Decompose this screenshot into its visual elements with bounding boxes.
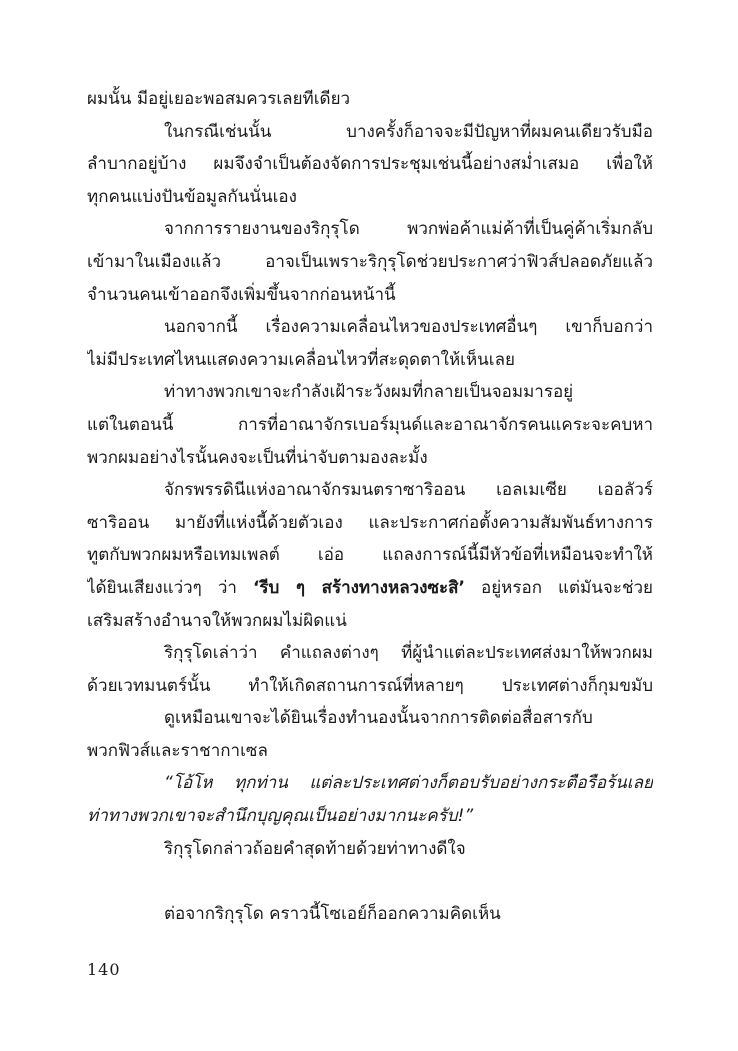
body-text	[87, 83, 653, 930]
dialogue-line: ท่าทางพวกเขาจะสำนึกบุญคุณเป็นอย่างมากนะครับ!”	[87, 806, 474, 827]
text-line: ทุกคนแบ่งปันข้อมูลกันนั่นเอง	[87, 186, 297, 207]
text-segment: ได้ยินเสียงแว่วๆ ว่า	[87, 577, 253, 598]
blank-line	[87, 865, 653, 898]
page-number: 140	[87, 960, 121, 979]
text-line-with-bold-phrase	[87, 572, 653, 605]
text-line: เสริมสร้างอำนาจให้พวกผมไม่ผิดแน่	[87, 610, 347, 631]
text-line: ผมนั้น มีอยู่เยอะพอสมควรเลยทีเดียว	[87, 89, 351, 109]
text-line: เข้ามาในเมืองแล้ว อาจเป็นเพราะริกุรุโดช่วยประกาศว่าฟิวส์ปลอดภัยแล้ว	[87, 251, 653, 272]
text-line: จากการรายงานของริกุรุโด พวกพ่อค้าแม่ค้าที่เป็นคู่ค้าเริ่มกลับ	[164, 219, 653, 240]
text-line: ไม่มีประเทศไหนแสดงความเคลื่อนไหวที่สะดุดตาให้เห็นเลย	[87, 349, 515, 370]
text-segment: อยู่หรอก แต่มันจะช่วย	[464, 577, 653, 598]
text-line: จำนวนคนเข้าออกจึงเพิ่มขึ้นจากก่อนหน้านี้	[87, 284, 396, 305]
text-line: พวกผมอย่างไรนั้นคงจะเป็นที่น่าจับตามองละมั้ง	[87, 447, 428, 468]
text-line: ดูเหมือนเขาจะได้ยินเรื่องทำนองนั้นจากการติดต่อสื่อสารกับ	[164, 708, 593, 729]
dialogue-line: “โอ้โห ทุกท่าน แต่ละประเทศต่างก็ตอบรับอย่างกระตือรือร้นเลย	[164, 773, 653, 794]
text-line: ลำบากอยู่บ้าง ผมจึงจำเป็นต้องจัดการประชุมเช่นนี้อย่างสม่ำเสมอ เพื่อให้	[87, 154, 653, 175]
text-line: ริกุรุโดเล่าว่า คำแถลงต่างๆ ที่ผู้นำแต่ละประเทศส่งมาให้พวกผม	[164, 643, 653, 664]
text-line: ริกุรุโดกล่าวถ้อยคำสุดท้ายด้วยท่าทางดีใจ	[164, 838, 466, 859]
bold-phrase: ‘รีบ ๆ สร้างทางหลวงซะสิ’	[252, 577, 465, 598]
text-line: ทูตกับพวกผมหรือเทมเพลต์ เอ่อ แถลงการณ์นี้มีหัวข้อที่เหมือนจะทำให้	[87, 545, 653, 566]
text-line: จักรพรรดินีแห่งอาณาจักรมนตราซาริออน เอลเมเซีย เออลัวร์	[164, 480, 653, 501]
text-line: นอกจากนี้ เรื่องความเคลื่อนไหวของประเทศอื่นๆ เขาก็บอกว่า	[164, 317, 653, 338]
text-line: ซาริออน มายังที่แห่งนี้ด้วยตัวเอง และประกาศก่อตั้งความสัมพันธ์ทางการ	[87, 512, 653, 533]
text-line: ต่อจากริกุรุโด คราวนี้โซเอย์ก็ออกความคิดเห็น	[164, 903, 501, 924]
text-line: ในกรณีเช่นนั้น บางครั้งก็อาจจะมีปัญหาที่ผมคนเดียวรับมือ	[164, 121, 653, 142]
text-line: แต่ในตอนนี้ การที่อาณาจักรเบอร์มุนด์และอาณาจักรคนแคระจะคบหา	[87, 414, 653, 435]
text-line: พวกฟิวส์และราชากาเซล	[87, 740, 268, 761]
text-line: ด้วยเวทมนตร์นั้น ทำให้เกิดสถานการณ์ที่หลายๆ ประเทศต่างก็กุมขมับ	[87, 675, 653, 696]
text-line: ท่าทางพวกเขาจะกำลังเฝ้าระวังผมที่กลายเป็นจอมมารอยู่	[164, 382, 574, 403]
